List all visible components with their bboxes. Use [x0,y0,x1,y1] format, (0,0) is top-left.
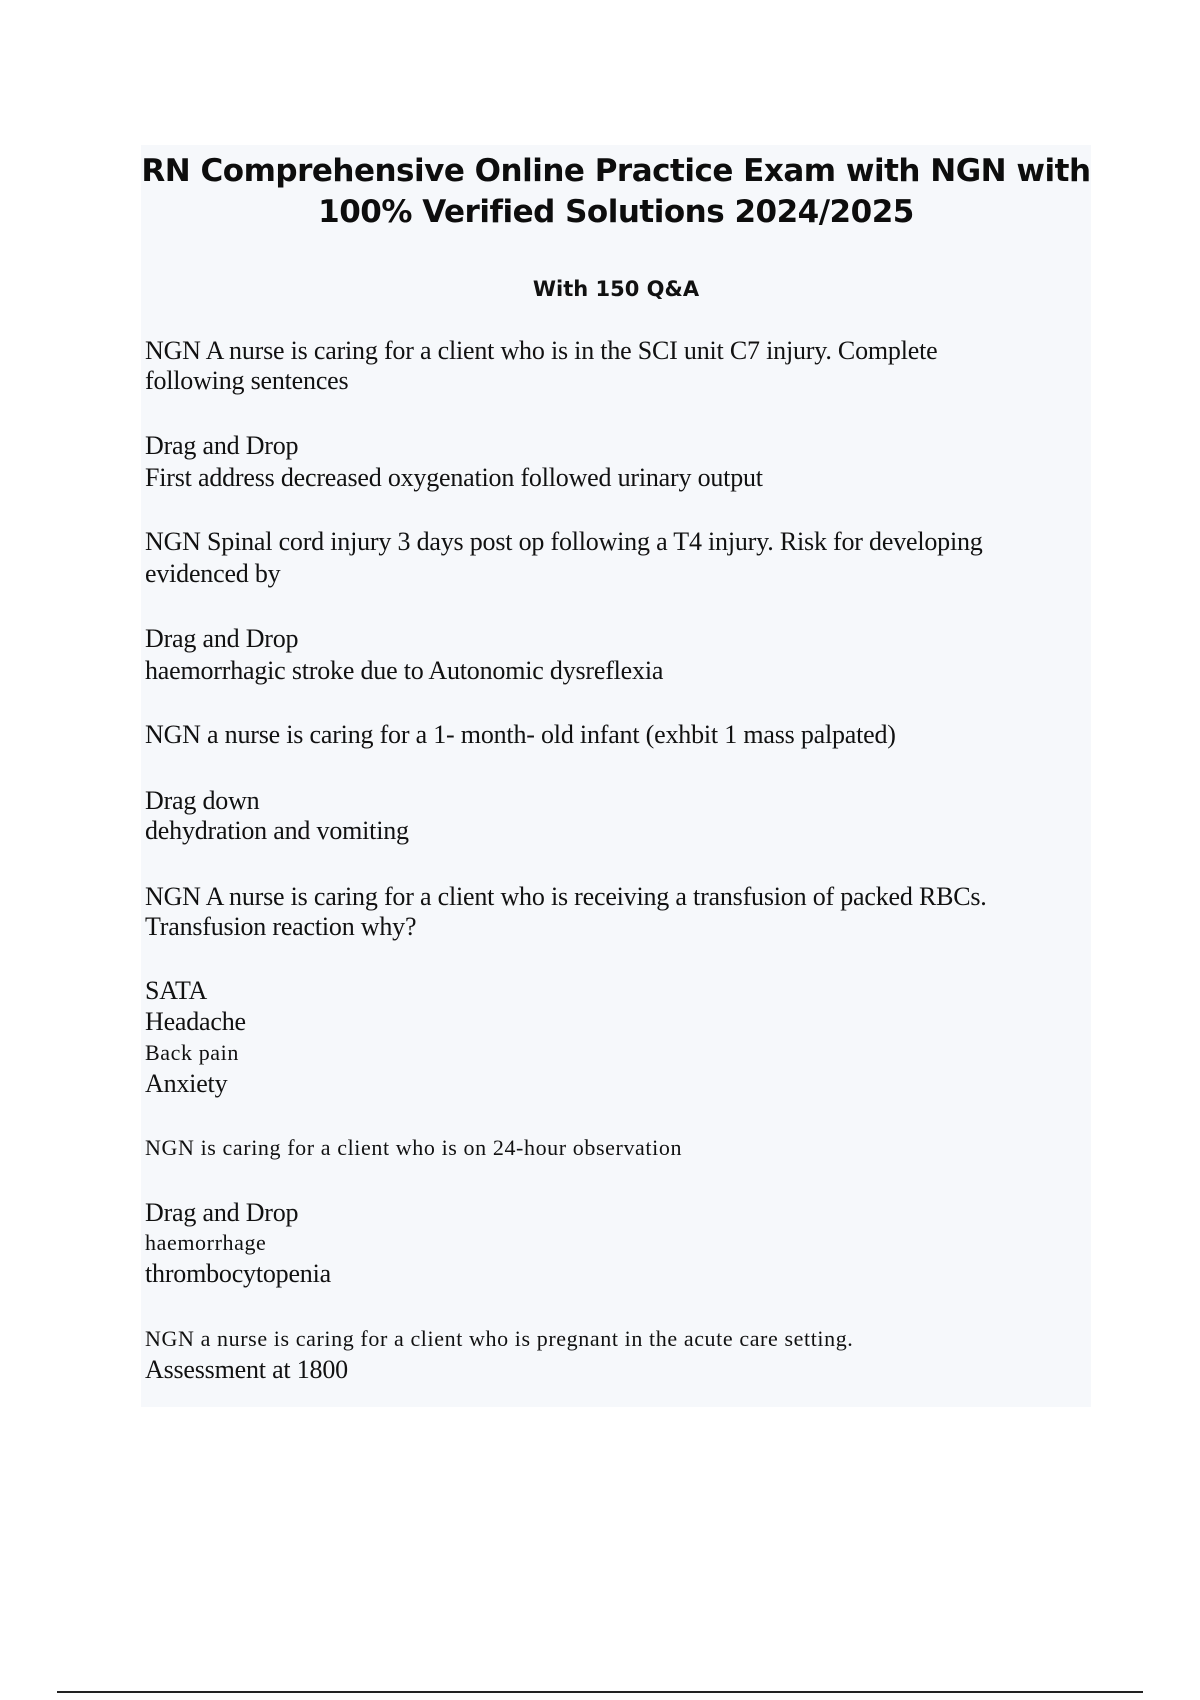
answer-3-type: Drag down [145,786,260,815]
question-2-line-1: NGN Spinal cord injury 3 days post op following a T4 injury. Risk for developing [145,527,983,556]
question-3-line-1: NGN a nurse is caring for a 1- month- old infant (exhbit 1 mass palpated) [145,720,896,749]
document-content [141,145,1091,1407]
question-4-line-2: Transfusion reaction why? [145,912,417,941]
question-4-line-1: NGN A nurse is caring for a client who is receiving a transfusion of packed RBCs. [145,882,987,911]
question-6-line-2: Assessment at 1800 [145,1355,348,1384]
answer-1-text: First address decreased oxygenation followed urinary output [145,463,763,492]
answer-5-option-2: thrombocytopenia [145,1259,331,1288]
answer-4-option-3: Anxiety [145,1069,228,1098]
question-6-line-1: NGN a nurse is caring for a client who is pregnant in the acute care setting. [145,1326,854,1351]
answer-3-text: dehydration and vomiting [145,816,409,845]
question-5-line-1: NGN is caring for a client who is on 24-hour observation [145,1135,683,1160]
answer-4-type: SATA [145,976,208,1005]
answer-2-text: haemorrhagic stroke due to Autonomic dysreflexia [145,656,664,685]
title-line-1: RN Comprehensive Online Practice Exam with NGN with [141,153,1091,189]
title-line-2: 100% Verified Solutions 2024/2025 [318,194,914,230]
answer-2-type: Drag and Drop [145,624,299,653]
question-1-line-1: NGN A nurse is caring for a client who is in the SCI unit C7 injury. Complete [145,336,938,365]
footer-divider [57,1691,1143,1693]
answer-4-option-1: Headache [145,1007,246,1036]
question-1-line-2: following sentences [145,366,349,395]
answer-5-option-1: haemorrhage [145,1230,267,1255]
question-2-line-2: evidenced by [145,559,281,588]
answer-1-type: Drag and Drop [145,431,299,460]
document-title [141,151,1091,233]
answer-4-option-2: Back pain [145,1040,239,1065]
document-subtitle: With 150 Q&A [532,277,700,301]
answer-5-type: Drag and Drop [145,1198,299,1227]
